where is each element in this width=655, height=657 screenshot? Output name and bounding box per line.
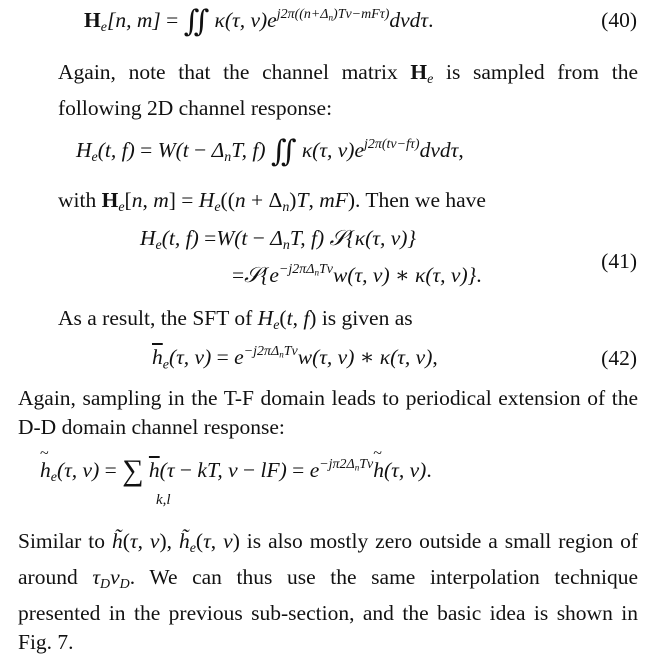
equation-channel-response: $H_e(t$, $f) = W(t - \Delta_nT$, f) ∬ κ(τ, $\nu)e^{j2\pi(t\nu-f\tau)}d\nu d\tau$,: [76, 135, 464, 168]
equation-number-40: (40): [601, 8, 637, 32]
equation-number-41: (41): [601, 249, 637, 273]
paragraph-interpolation: Similar to h̃(τ, ν), $h̃_e(\tau$, ν) is also mostly zero outside a small region of around $\tau_D\nu_D$. We can thus use the same interpolation technique presented in the previous sub-section, and the basic idea is shown in Fig. 7.: [18, 529, 639, 655]
equation-41-line-1: $H_e(t$, $f) =W(t - \Delta_nT$, f) 𝒮{κ(τ, ν)}: [140, 226, 417, 254]
paragraph-sft: As a result, the SFT of $H_e(t$, f) is given as: [58, 306, 413, 334]
equation-periodic-extension: ~ $h_e(\tau$, ν) = ∑ $\overline{h}(\tau$ − kT, $\nu - lF) = e^{-j\pi 2\Delta_nT\nu}\sim$ h(τ, ν).: [40, 454, 432, 488]
equation-40: $H_e[n$, m] = ∬ κ(τ, $\nu)e^{j2\pi((n+\Delta_n)T\nu-mF\tau)}d\nu d\tau$.: [84, 5, 434, 38]
sum-limits: k,l: [156, 492, 171, 508]
paragraph-then-we-have: with $H_e[n$, $m] = H_e((n + \Delta_n)T$, mF). Then we have: [58, 188, 486, 216]
equation-number-42: (42): [601, 346, 637, 370]
paragraph-channel-matrix: Again, note that the channel matrix $H_e$ is sampled from the following 2D channel response:: [58, 60, 638, 121]
equation-42: $\overline{h}_e(\tau$, $\nu) = e^{-j2\pi\Delta_nT\nu}w(\tau$, ν) ∗ κ(τ, ν),: [152, 344, 438, 373]
paragraph-periodic-extension: Again, sampling in the T-F domain leads to periodical extension of the D-D domain channel response:: [18, 386, 638, 439]
equation-41-line-2: $=𝒮\{e^{-j2\pi\Delta_nT\nu}w(\tau$, ν) ∗ κ(τ, ν)}.: [232, 262, 482, 289]
